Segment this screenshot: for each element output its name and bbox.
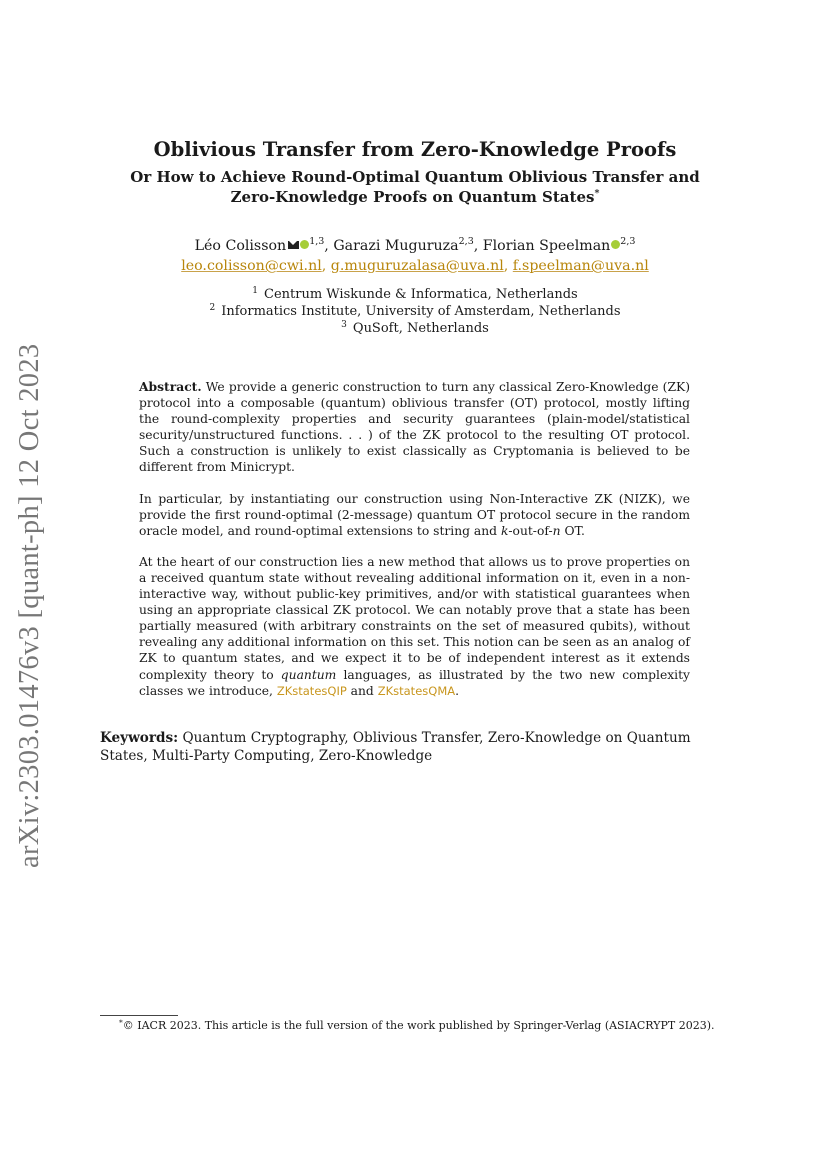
affiliation-text: QuSoft, Netherlands — [352, 321, 489, 336]
abstract-text: We provide a generic construction to turn any classical Zero-Knowledge (ZK) protocol into a composable (quantum) oblivious transfer (OT) protocol, mostly lifting the round-complexity properties and security guarantees (plain-model/statistical security/unstructured functions. . . ) of the ZK protocol to the resulting OT protocol. Such a construction is unlikely to exist classically as Cryptomania is believed to be different from Minicrypt. — [139, 380, 690, 475]
author-emails: leo.colisson@cwi.nl, g.muguruzalasa@uva.nl, f.speelman@uva.nl — [181, 258, 649, 274]
complexity-class-link[interactable]: ZKstatesQMA — [377, 683, 456, 698]
author-speelman — [483, 238, 636, 254]
affiliation-item — [100, 303, 730, 320]
abstract-paragraph — [139, 379, 690, 476]
author-name-text: Garazi Muguruza — [333, 238, 459, 254]
abstract-text: languages, as illustrated by the two new complexity classes we introduce, — [139, 667, 690, 698]
email-link[interactable]: leo.colisson@cwi.nl — [181, 258, 322, 274]
abstract-text: -out-of- — [508, 523, 553, 538]
affiliation-number: 3 — [341, 320, 347, 330]
affiliation-text: Centrum Wiskunde & Informatica, Netherlands — [264, 287, 578, 302]
arxiv-stamp: arXiv:2303.01476v3 [quant-ph] 12 Oct 2023 — [14, 343, 45, 868]
author-names — [100, 236, 730, 256]
complexity-class-link[interactable]: ZKstatesQIP — [276, 683, 347, 698]
abstract-text: and — [346, 683, 378, 698]
paper-subtitle — [100, 167, 730, 207]
author-list — [100, 236, 730, 276]
footnote-rule — [100, 1015, 178, 1016]
keywords-text: Quantum Cryptography, Oblivious Transfer, Zero-Knowledge on Quantum States, Multi-Party Computing, Zero-Knowledge — [100, 730, 691, 764]
emphasis-quantum: quantum — [280, 667, 337, 682]
title-block — [100, 137, 730, 207]
abstract-text: . — [455, 683, 460, 698]
author-muguruza — [333, 238, 473, 254]
author-name-text: Léo Colisson — [194, 238, 287, 254]
author-name-text: Florian Speelman — [482, 238, 611, 254]
affiliations — [100, 286, 730, 337]
math-k: k — [500, 523, 509, 538]
abstract-paragraph — [139, 491, 690, 539]
footnote-text: © IACR 2023. This article is the full version of the work published by Springer-Verlag (ASIACRYPT 2023). — [122, 1019, 715, 1032]
email-link[interactable]: g.muguruzalasa@uva.nl — [330, 258, 504, 274]
mail-icon[interactable] — [288, 241, 299, 249]
affiliation-text: Informatics Institute, University of Amsterdam, Netherlands — [221, 304, 621, 319]
affiliation-item — [100, 320, 730, 337]
footnote — [119, 1019, 739, 1033]
abstract-label: Abstract. — [139, 379, 202, 394]
author-affil-sup: 2,3 — [458, 236, 474, 247]
keywords-label: Keywords: — [100, 730, 179, 746]
subtitle-line-1: Or How to Achieve Round-Optimal Quantum Oblivious Transfer and — [130, 168, 700, 186]
author-separator: , — [324, 238, 334, 254]
author-colisson — [195, 238, 325, 254]
orcid-icon[interactable] — [300, 240, 309, 249]
subtitle-line-2: Zero-Knowledge Proofs on Quantum States — [230, 188, 595, 206]
footnote-mark: * — [119, 1018, 123, 1027]
abstract — [139, 379, 690, 714]
paper-title: Oblivious Transfer from Zero-Knowledge Proofs — [153, 138, 677, 161]
affiliation-number: 2 — [209, 303, 216, 313]
abstract-text: At the heart of our construction lies a new method that allows us to prove properties on a received quantum state without revealing additional information on it, even in a non-interactive way, without public-key primitives, and/or with statistical guarantees when using an appropriate classical ZK protocol. We can notably prove that a state has been partially measured (with arbitrary constraints on the set of measured qubits), without revealing any additional information on this set. This notion can be seen as an analog of ZK to quantum states, and we expect it to be of independent interest as it extends complexity theory to — [139, 554, 690, 682]
affiliation-number: 1 — [252, 286, 259, 296]
author-affil-sup: 2,3 — [620, 236, 636, 247]
subtitle-footnote-mark[interactable]: * — [594, 188, 600, 199]
author-affil-sup: 1,3 — [309, 236, 325, 247]
keywords — [100, 729, 730, 765]
author-separator: , — [473, 238, 483, 254]
abstract-text: In particular, by instantiating our construction using Non-Interactive ZK (NIZK), we provide the first round-optimal (2-message) quantum OT protocol secure in the random oracle model, and round-optimal extensions to string and — [139, 491, 690, 538]
abstract-text: OT. — [560, 523, 585, 538]
abstract-paragraph — [139, 554, 690, 699]
orcid-icon[interactable] — [611, 240, 620, 249]
affiliation-item — [100, 286, 730, 303]
email-link[interactable]: f.speelman@uva.nl — [512, 258, 649, 274]
math-n: n — [552, 523, 561, 538]
